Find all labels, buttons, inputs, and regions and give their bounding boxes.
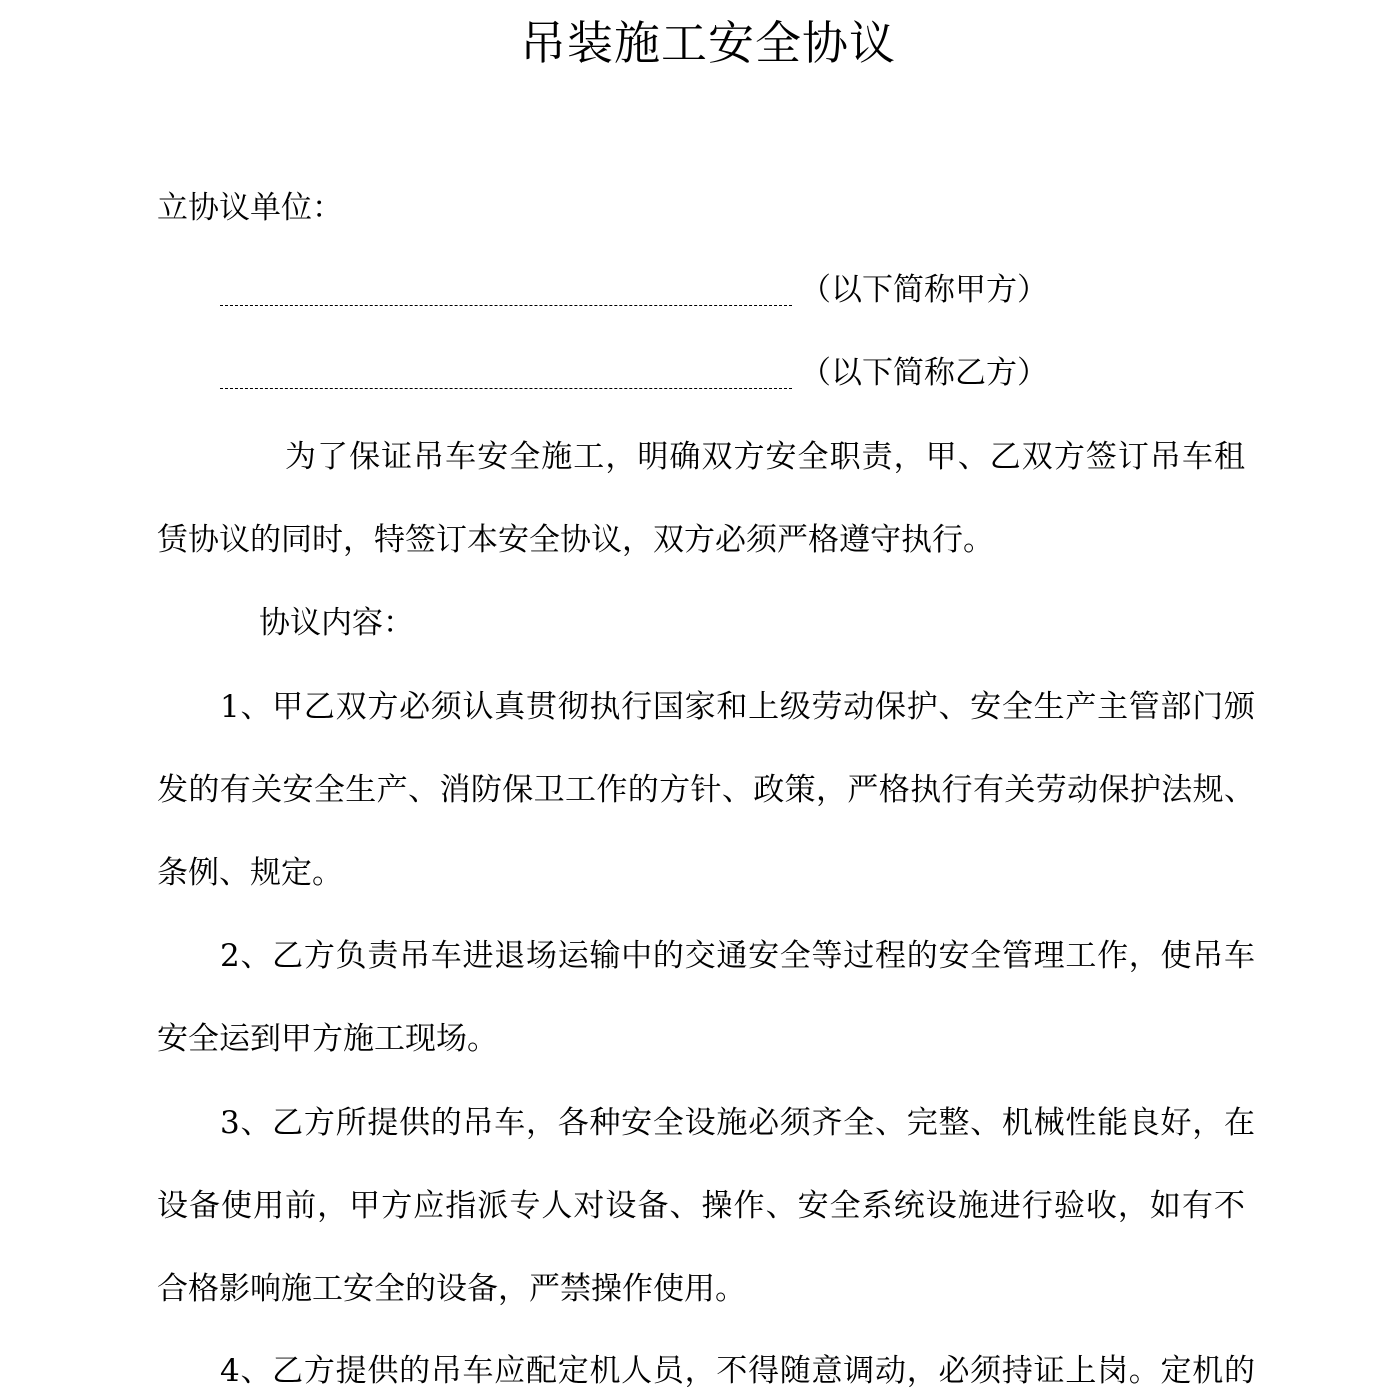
clause-2-line-2: 安全运到甲方施工现场。 xyxy=(157,1021,498,1057)
clause-3-line-1: 3、乙方所提供的吊车，各种安全设施必须齐全、完整、机械性能良好，在 xyxy=(220,1105,1255,1141)
intro-line-2: 赁协议的同时，特签订本安全协议，双方必须严格遵守执行。 xyxy=(157,522,994,558)
party-a-label: （以下简称甲方） xyxy=(800,272,1048,308)
clause-3-line-2: 设备使用前，甲方应指派专人对设备、操作、安全系统设施进行验收，如有不 xyxy=(157,1188,1245,1224)
clause-4-line-1: 4、乙方提供的吊车应配定机人员，不得随意调动，必须持证上岗。定机的 xyxy=(220,1353,1255,1389)
clause-1-line-1: 1、甲乙双方必须认真贯彻执行国家和上级劳动保护、安全生产主管部门颁 xyxy=(220,689,1255,725)
party-b-blank xyxy=(220,387,792,389)
party-b-label: （以下简称乙方） xyxy=(800,355,1048,391)
document-title: 吊装施工安全协议 xyxy=(520,16,896,70)
clause-1-line-3: 条例、规定。 xyxy=(157,855,343,891)
clause-1-line-2: 发的有关安全生产、消防保卫工作的方针、政策，严格执行有关劳动保护法规、 xyxy=(157,772,1255,808)
party-a-blank xyxy=(220,304,792,306)
clause-3-line-3: 合格影响施工安全的设备，严禁操作使用。 xyxy=(157,1271,746,1307)
content-heading: 协议内容： xyxy=(259,605,414,641)
party-b-row xyxy=(220,353,1048,393)
party-a-row xyxy=(220,270,1048,310)
parties-label: 立协议单位： xyxy=(157,190,343,226)
clause-2-line-1: 2、乙方负责吊车进退场运输中的交通安全等过程的安全管理工作，使吊车 xyxy=(220,938,1255,974)
intro-line-1: 为了保证吊车安全施工，明确双方安全职责，甲、乙双方签订吊车租 xyxy=(285,439,1245,475)
